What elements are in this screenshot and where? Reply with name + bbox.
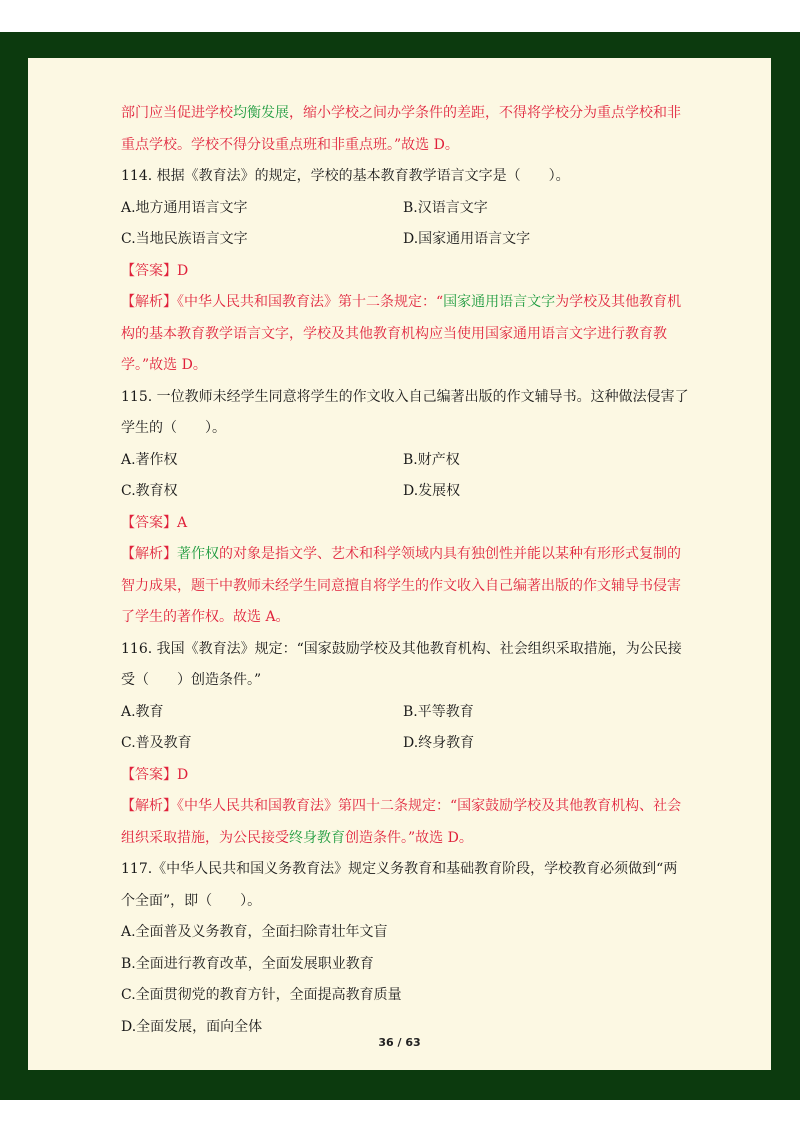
explanation-text: 【解析】 <box>121 546 177 562</box>
document-page <box>28 58 771 1070</box>
q117-option-b: B.全面进行教育改革，全面发展职业教育 <box>121 955 374 972</box>
q114-explanation-3: 学。”故选 D。 <box>121 357 207 373</box>
q114-options-row-1 <box>121 193 691 225</box>
q114-answer: 【答案】D <box>121 262 189 279</box>
q115-answer: 【答案】A <box>121 514 188 531</box>
q115-explanation-2: 智力成果，题干中教师未经学生同意擅自将学生的作文收入自己编著出版的作文辅导书侵害 <box>121 577 681 594</box>
q115-stem-2: 学生的（ ）。 <box>121 420 226 436</box>
intro-text: 部门应当促进学校 <box>121 105 233 121</box>
option-c: C.教育权 <box>121 483 178 499</box>
q116-stem-1: 116. 我国《教育法》规定：“国家鼓励学校及其他教育机构、社会组织采取措施，为公民接 <box>121 640 682 657</box>
option-b: B.财产权 <box>403 451 460 468</box>
q116-explanation-2 <box>121 823 691 855</box>
q116-answer: 【答案】D <box>121 766 189 783</box>
document-content <box>121 98 691 1043</box>
q117-option-c: C.全面贯彻党的教育方针，全面提高教育质量 <box>121 987 402 1003</box>
q117-stem-2: 个全面”，即（ ）。 <box>121 892 262 909</box>
q117-stem-1: 117.《中华人民共和国义务教育法》规定义务教育和基础教育阶段，学校教育必须做到“两 <box>121 861 678 877</box>
q117-option-a: A.全面普及义务教育，全面扫除青壮年文盲 <box>121 924 388 940</box>
explanation-text: 为学校及其他教育机 <box>555 294 682 310</box>
q114-explanation-2: 构的基本教育教学语言文字，学校及其他教育机构应当使用国家通用语言文字进行教育教 <box>121 325 667 342</box>
option-a: A.教育 <box>121 703 164 720</box>
q115-options-row-1 <box>121 445 691 477</box>
option-d: D.国家通用语言文字 <box>403 231 531 247</box>
option-a: A.地方通用语言文字 <box>121 199 248 216</box>
option-c: C.当地民族语言文字 <box>121 231 248 247</box>
q115-stem-1: 115. 一位教师未经学生同意将学生的作文收入自己编著出版的作文辅导书。这种做法侵害了 <box>121 388 689 405</box>
option-d: D.发展权 <box>403 483 461 499</box>
q116-options-row-2 <box>121 728 691 760</box>
q114-options-row-2 <box>121 224 691 256</box>
option-a: A.著作权 <box>121 451 178 468</box>
q115-explanation-1 <box>121 539 691 571</box>
q116-options-row-1 <box>121 697 691 729</box>
page-number: 36 / 63 <box>378 1036 421 1049</box>
explanation-text: 【解析】《中华人民共和国教育法》第十二条规定：“ <box>121 294 444 310</box>
option-b: B.汉语言文字 <box>403 199 488 216</box>
explanation-text: 创造条件。”故选 D。 <box>345 829 473 846</box>
option-b: B.平等教育 <box>403 703 474 720</box>
explanation-highlight: 国家通用语言文字 <box>443 294 556 310</box>
option-d: D.终身教育 <box>403 735 475 751</box>
intro-text: ，缩小学校之间办学条件的差距，不得将学校分为重点学校和非 <box>289 105 681 121</box>
intro-line-2: 重点学校。学校不得分设重点班和非重点班。”故选 D。 <box>121 136 459 153</box>
q116-stem-2: 受（ ）创造条件。” <box>121 672 262 688</box>
explanation-text: 的对象是指文学、艺术和科学领域内具有独创性并能以某种有形形式复制的 <box>219 546 681 562</box>
explanation-highlight: 著作权 <box>177 546 219 562</box>
q117-option-d: D.全面发展，面向全体 <box>121 1018 263 1035</box>
q114-explanation-1 <box>121 287 691 319</box>
intro-highlight: 均衡发展 <box>233 105 289 121</box>
q115-options-row-2 <box>121 476 691 508</box>
explanation-text: 组织采取措施，为公民接受 <box>121 829 289 846</box>
q116-explanation-1: 【解析】《中华人民共和国教育法》第四十二条规定：“国家鼓励学校及其他教育机构、社会 <box>121 798 682 814</box>
option-c: C.普及教育 <box>121 735 192 751</box>
q114-stem: 114. 根据《教育法》的规定，学校的基本教育教学语言文字是（ ）。 <box>121 168 570 184</box>
explanation-highlight: 终身教育 <box>289 829 345 846</box>
q115-explanation-3: 了学生的著作权。故选 A。 <box>121 609 290 625</box>
intro-line-1 <box>121 98 691 130</box>
